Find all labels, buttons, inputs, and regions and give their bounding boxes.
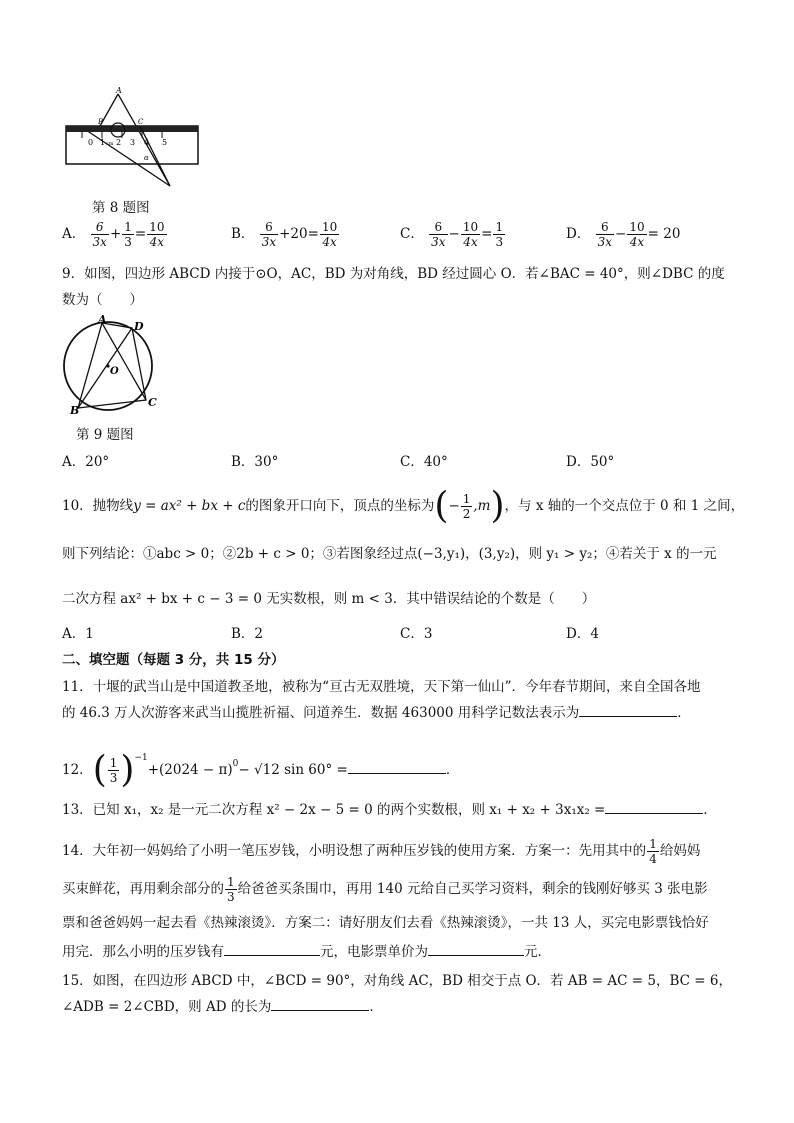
fig8-label-B: B [98, 118, 104, 126]
q8-option-c: C． $\frac{6}{3x}$ − $\frac{10}{4x}$ = $\frac{1}{3}$ [400, 220, 504, 249]
q9-option-b: B．30° [231, 454, 279, 470]
fig9-label-B: B [70, 404, 80, 416]
fig8-tick-5: 5 [162, 138, 168, 147]
q15-line1: 15．如图，在四边形 ABCD 中，∠BCD = 90°，对角线 AC，BD 相交于点 O．若 AB = AC = 5，BC = 6， [62, 973, 732, 989]
fig8-tick-1: 1 [100, 138, 106, 147]
q8-option-b: B． $\frac{6}{3x}$ +20= $\frac{10}{4x}$ [231, 220, 338, 249]
q9-option-d: D．50° [566, 454, 615, 470]
fig9-label-D: D [134, 320, 144, 333]
q14-line3: 票和爸爸妈妈一起去看《热辣滚烫》．方案二：请好朋友们去看《热辣滚烫》，一共 13 人，买完电影票钱恰好 [62, 915, 709, 931]
q10-option-c: C．3 [400, 626, 433, 642]
fig9-label-A: A [98, 313, 107, 326]
q13-answer-blank[interactable] [605, 801, 703, 814]
q8-option-a: A． $\frac{6}{3x}$ + $\frac{1}{3}$ = $\frac{10}{4x}$ [62, 220, 165, 249]
q10-line1: 10．抛物线y = ax² + bx + c的图象开口向下，顶点的坐标为(− $\frac{1}{2}$ ,m)，与 x 轴的一个交点位于 0 和 1 之间， [62, 485, 745, 527]
fig8-caption: 第 8 题图 [92, 200, 150, 216]
figure-9 [60, 312, 160, 416]
q12-answer-blank[interactable] [348, 761, 446, 774]
fig9-label-O: O [110, 366, 119, 377]
fig8-tick-3: 3 [130, 138, 136, 147]
fig8-tick-0: 0 [88, 138, 94, 147]
q11-answer-blank[interactable] [579, 704, 677, 717]
q9-stem-line2: 数为（ ） [62, 292, 143, 308]
q15-answer-blank[interactable] [271, 998, 369, 1011]
fig8-tick-4: 4 [144, 138, 150, 147]
section-2-title: 二、填空题（每题 3 分，共 15 分） [62, 652, 285, 668]
q14-line1: 14．大年初一妈妈给了小明一笔压岁钱，小明设想了两种压岁钱的使用方案．方案一：先用其中的 $\frac{1}{4}$ 给妈妈 [62, 837, 701, 866]
q11-line1: 11．十堰的武当山是中国道教圣地，被称为“亘古无双胜境，天下第一仙山”．今年春节期间，来自全国各地 [62, 679, 701, 695]
q14-line2: 买束鲜花，再用剩余部分的 $\frac{1}{3}$ 给爸爸买条围巾，再用 140 元给自己买学习资料，剩余的钱刚好够买 3 张电影 [62, 875, 708, 904]
fig8-triangle [86, 94, 170, 186]
q14-answer-blank-2[interactable] [428, 943, 524, 956]
fig8-label-A: A [116, 86, 122, 95]
q10-line2: 则下列结论：①abc > 0；②2b + c > 0；③若图象经过点(−3,y₁)，(3,y₂)，则 y₁ > y₂；④若关于 x 的一元 [62, 546, 717, 562]
figure-8 [60, 86, 210, 190]
q14-answer-blank-1[interactable] [224, 943, 320, 956]
fig8-tick-unit: cm [106, 141, 114, 147]
q10-option-b: B．2 [231, 626, 264, 642]
q13-line: 13．已知 x₁，x₂ 是一元二次方程 x² − 2x − 5 = 0 的两个实数根，则 x₁ + x₂ + 3x₁x₂ = ． [62, 802, 717, 818]
q10-option-a: A．1 [62, 626, 94, 642]
q9-stem-line1: 9．如图，四边形 ABCD 内接于⊙O，AC，BD 为对角线，BD 经过圆心 O．若∠BAC = 40°，则∠DBC 的度 [62, 266, 725, 282]
q10-option-d: D．4 [566, 626, 599, 642]
q8-option-d: D． $\frac{6}{3x}$ − $\frac{10}{4x}$ = 20 [566, 220, 681, 249]
fig8-tick-2: 2 [116, 138, 122, 147]
fig8-label-alpha: α [144, 154, 149, 162]
fig9-caption: 第 9 题图 [76, 427, 134, 443]
fig8-label-C: C [138, 118, 144, 126]
q15-line2: ∠ADB = 2∠CBD，则 AD 的长为 ． [62, 999, 383, 1015]
fig9-label-C: C [148, 396, 157, 409]
q10-line3: 二次方程 ax² + bx + c − 3 = 0 无实数根，则 m < 3．其中错误结论的个数是（ ） [62, 591, 596, 607]
q9-option-a: A．20° [62, 454, 110, 470]
q14-line4: 用完．那么小明的压岁钱有 元，电影票单价为 元． [62, 944, 551, 960]
q11-line2: 的 46.3 万人次游客来武当山揽胜祈福、问道养生．数据 463000 用科学记数法表示为 ． [62, 705, 691, 721]
q9-option-c: C．40° [400, 454, 448, 470]
q12-line: 12．( $\frac{1}{3}$ )$^{-1}+(2024 - \pi)^0- √12$ sin 60° = ． [62, 749, 460, 791]
